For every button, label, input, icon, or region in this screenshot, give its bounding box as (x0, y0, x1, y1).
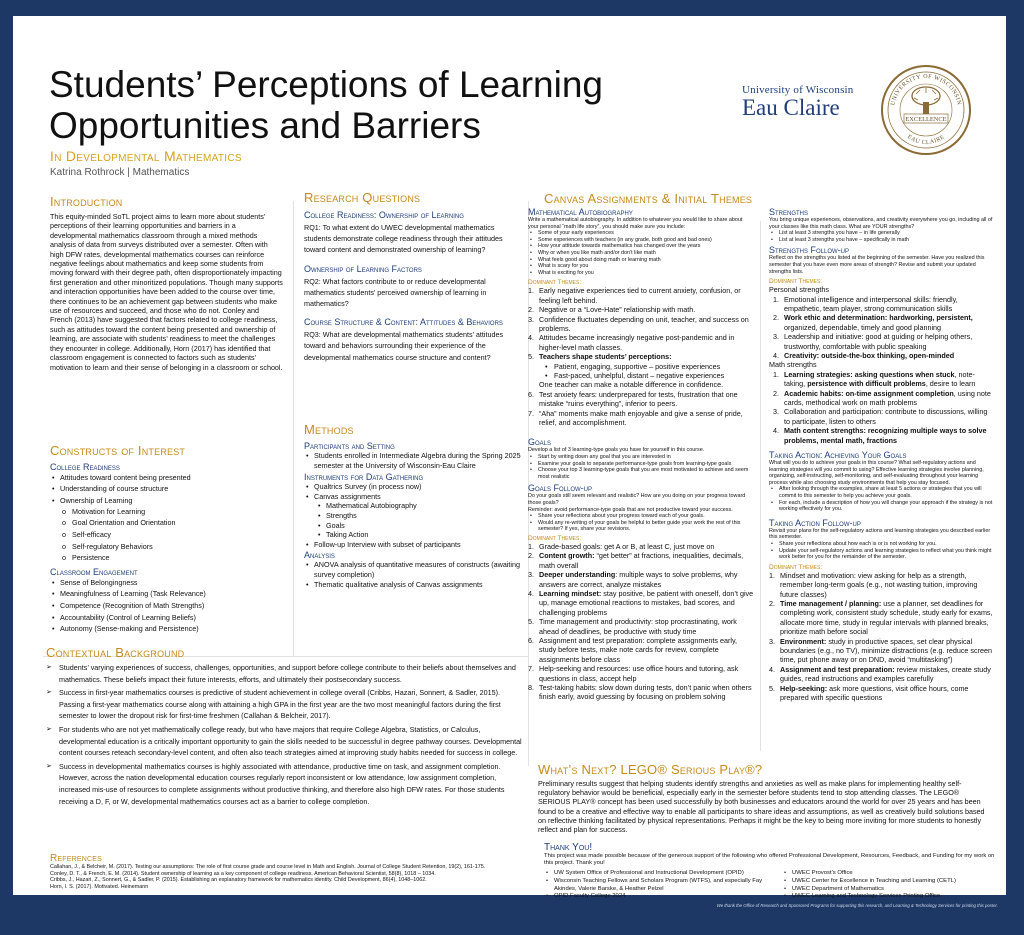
list-item: • Share your reflections about how each is or is not working for you. (769, 541, 995, 548)
list-item: o Self-regulatory Behaviors (50, 541, 290, 553)
list-item: • Choose your top 3 learning-type goals that you are most motivated to achieve and seem most realistic (528, 467, 754, 480)
list-item: • What feels good about doing math or learning math (528, 257, 754, 264)
list-item: ➢ Students’ varying experiences of success, challenges, opportunities, and support before college contribute to their beliefs about themselves and mathematics. These beliefs impact their future interests, efforts, and ultimately their postsecondary success. (46, 662, 524, 685)
title-line-1: Students’ Perceptions of Learning (49, 64, 603, 105)
reference-item: Callahan, J., & Belcheir, M. (2017). Testing our assumptions: The role of first course grade and course level in Math and English. Journal of College Student Retention, 19(2), 161-175. (50, 864, 486, 870)
autobiography-heading: Mathematical Autobiography (528, 207, 633, 217)
methods-heading: Methods (304, 422, 354, 437)
list-item: 1. Mindset and motivation: view asking for help as a strength, remember long-term goals (e.g., not wasting tuition, improving future classes) (769, 570, 978, 599)
list-item: • UWEC Center for Excellence in Teaching and Learning (CETL) (782, 878, 992, 886)
list-item: ➢ For students who are not yet mathematically college ready, but who have majors that require College Algebra, Statistics, or Calculus, developmental education is a critically important opportunity to gain the skills needed to be successful in degree pathway courses. Developmental content courses reteach secondary-level content, and often also teach strategies aimed at improving study habits needed for success in college. (46, 724, 524, 759)
logo-line-2: Eau Claire (742, 95, 840, 120)
list-item: 2. Time management / planning: use a planner, set deadlines for completing work, consistent study schedule, study early for exams, allocate more time, study in regular intervals with planned breaks, prioritize math before social (769, 599, 993, 637)
list-item: • Accountability (Control of Learning Beliefs) (50, 612, 290, 624)
list-item: 5. Time management and productivity: stop procrastinating, work ahead of deadlines, be productive with study time (528, 617, 737, 636)
list-item: 4. Creativity: outside-the-box thinking, open-minded (773, 351, 955, 360)
taking-action-heading: Taking Action: Achieving Your Goals (769, 450, 907, 461)
list-item: • Examine your goals to separate performance-type goals from learning-type goals (528, 461, 754, 468)
list-item: • Update your self-regulatory actions and learning strategies to reflect what you think might work better for you for the remainder of the semester. (769, 548, 995, 561)
list-item: 3. Leadership and initiative: good at guiding or helping others, trustworthy, comfortable with public speaking (773, 332, 973, 351)
list-item: • Sense of Belongingness (50, 577, 290, 589)
thank-you-text: This project was made possible because of the generous support of the following who offered Professional Development, Resources, Feedback, and Funding for my work on this project. Thank you! (544, 853, 995, 867)
research-questions-section (304, 190, 522, 363)
reference-item: Conley, D. T., & French, E. M. (2014). Student ownership of learning as a key component of college readiness. American Behavioral Scientist, 58(8), 1018 – 1034. (50, 870, 436, 877)
list-item: • UWEC Provost’s Office (782, 870, 992, 878)
goals-themes (528, 542, 754, 702)
autobiography-prompt: Write a mathematical autobiography. In addition to whatever you would like to share about your personal “math life story”, you should make sure you include: (528, 217, 743, 230)
classroom-engagement-list (50, 577, 290, 635)
rq-heading: Research Questions (304, 190, 421, 205)
methods-section (304, 422, 522, 589)
list-item: • Meaningfulness of Learning (Task Relevance) (50, 588, 290, 600)
list-item: ➢ Success in developmental mathematics courses is highly associated with attendance, productive time on task, and assignment completion. However, across the nation developmental education courses regularly report inconsistent or low attendance, low assignment completion, increased mis-use of resources to complete assignments without productive thinking, and therefore also high DFW rates. For those students receiving a D, F, or W, developmental mathematics courses act as a barrier to college completion. (46, 761, 524, 807)
intro-section (50, 194, 283, 372)
contextual-background-section (46, 645, 524, 809)
strengths-followup-heading: Strengths Follow-up (769, 245, 850, 256)
list-item: 1. Learning strategies: asking questions when stuck, note-taking, persistence with difficult problems, desire to learn (773, 369, 976, 389)
math-strengths-list (769, 370, 995, 445)
taking-action-prompt: What will you do to achieve your goals in this course? What self-regulatory actions and learning strategies will you commit to using? Effective learning strategies involve planning, organizing, self-instructing, self-monitoring, and self-evaluating throughout your learning process while also choosing study environments that help you stay focused. (769, 460, 984, 486)
list-item: 3. Deeper understanding: multiple ways to solve problems, why answers are correct, analyze mistakes (528, 570, 738, 589)
list-item: 1. Grade-based goals: get A or B, at least C, just move on (528, 541, 715, 551)
rq1-heading: College Readiness: Ownership of Learning (304, 210, 464, 220)
references-heading: References (50, 853, 103, 864)
dominant-themes-label: Dominant Themes: (528, 279, 582, 287)
whats-next-text: Preliminary results suggest that helping students identify strengths and anxieties as well as make plans for implementing healthy self-regulatory behavior would be beneficial, especially early in the semester before students tend to stop attending classes. The LEGO® SERIOUS PLAY® concept has been used successfully by both businesses and educators around the world for over 25 years and has been found to be a creative and effective way to enable all participants to share ideas and assumptions, as well as creatively build solutions based on reflective thinking facilitated by physical representations. Perhaps it might be the key to being more inviting for more students to honestly reflect and plan for success. (538, 779, 985, 835)
list-item: • Some of your early experiences (528, 230, 754, 237)
list-item: • What is exciting for you (528, 270, 754, 277)
subtitle: In Developmental Mathematics (50, 148, 242, 164)
college-readiness-heading: College Readiness (50, 462, 120, 472)
participants-heading: Participants and Setting (304, 441, 395, 451)
goals-bullets (528, 454, 754, 480)
teacher-note: One teacher can make a notable difference in confidence. (539, 380, 724, 390)
list-item: 5. Teachers shape students’ perceptions: • Patient, engaging, supportive – positive experiences • Fast-paced, unhelpful, distant – negative experiences One teacher can make a notable difference in confidence. (528, 352, 754, 390)
list-item: 6. Assignment and test preparation: complete assignments early, study before tests, make note cards for review, complete assignments before class (528, 636, 738, 664)
title-line-2: Opportunities and Barriers (49, 105, 481, 146)
rq2-heading: Ownership of Learning Factors (304, 263, 422, 274)
analysis-list (304, 560, 522, 589)
list-item: • List at least 3 strengths you have – specifically in math (769, 237, 995, 244)
logo-line-1: University of Wisconsin (742, 84, 854, 96)
list-item: 2. Academic habits: on-time assignment completion, using note cards, methodical work on math problems (773, 388, 991, 408)
strengths-bullets (769, 230, 995, 243)
author-line: Katrina Rothrock | Mathematics (50, 167, 190, 178)
strengths-prompt: You bring unique experiences, observations, and creativity everywhere you go, including all of your classes like this math class. What are YOUR strengths? (769, 217, 993, 230)
list-item: 4. Attitudes became increasingly negative post-pandemic and in higher-level math classes. (528, 333, 735, 352)
constructs-section (50, 443, 290, 635)
canvas-heading: Canvas Assignments & Initial Themes (544, 191, 753, 206)
list-item: • Qualtrics Survey (in process now) (304, 482, 522, 492)
list-item: • Share your reflections about your progress toward each of your goals. (528, 513, 754, 520)
goals-heading: Goals (528, 437, 552, 448)
list-item: • Patient, engaging, supportive – positive experiences (543, 362, 754, 371)
thank-you-right-list (782, 870, 992, 900)
list-item: • Competence (Recognition of Math Strengths) (50, 600, 290, 612)
intro-text: This equity-minded SoTL project aims to learn more about students’ perceptions of their learning opportunities and barriers in a developmental mathematics classroom through a mixed methods analysis of data from surveys distributed over a semester. Often with high DFW rates, developmental mathematics courses can reinforce negative feelings about mathematics and keep some students from moving forward with their degree path, often disproportionately impacting first generation and other minoritized populations. Though many supports and interaction opportunities have been added to the course over time, there continues to be an achievement gap between students who make use of resources and succeed, and those who do not. Conley and French (2013) have suggested that factors related to college readiness, such as attitudes toward the content being presented and ownership of learning, are associate with students’ readiness to meet the challenges they encounter in college. Additionally, Horn (2017) has identified that classroom engagement is connected to factors such as students’ motivation to learn and their sense of belonging in a classroom or school. (50, 212, 283, 372)
list-item: • Students enrolled in Intermediate Algebra during the Spring 2025 semester at the University of Wisconsin-Eau Claire (304, 451, 522, 470)
list-item: • OPID Faculty College 2024 (544, 893, 782, 901)
list-item: • Goals (316, 521, 522, 531)
list-item: 6. Test anxiety fears: underprepared for tests, frustration that one mistake “ruins everything”, inferior to peers. (528, 389, 738, 409)
list-item: 7. Help-seeking and resources: use office hours and tutoring, ask questions in class, accept help (528, 664, 739, 683)
goals-prompt: Develop a list of 3 learning-type goals you have for yourself in this course. (528, 447, 705, 454)
rq3-text: RQ3: What are developmental mathematics students’ attitudes toward and behaviors surrounding their experience of the developmental mathematics course structure and content? (304, 330, 504, 362)
college-readiness-list (50, 472, 290, 506)
canvas-column-right (769, 207, 995, 702)
list-item: • Attitudes toward content being presented (50, 472, 290, 483)
interview-list (304, 540, 522, 550)
list-item: • UWEC Learning and Technology Services Printing Office (782, 893, 992, 901)
list-item: 8. Test-taking habits: slow down during tests, don’t panic when others finish early, avoid guessing by focusing on problem solving (528, 683, 752, 702)
list-item: • UW System Office of Professional and Instructional Development (OPID) (544, 870, 782, 878)
thank-you-left-list (544, 870, 782, 900)
taking-action-followup-bullets (769, 541, 995, 561)
list-item: • List at least 3 strengths you have – in life generally (769, 230, 995, 237)
constructs-heading: Constructs of Interest (50, 443, 186, 458)
list-item: • Canvas assignments (304, 492, 522, 502)
rq2-text: RQ2: What factors contribute to or reduce developmental mathematics students’ perceived ownership of learning in mathematics? (304, 276, 487, 309)
math-strengths-label: Math strengths (769, 360, 817, 370)
svg-text:EAU CLAIRE: EAU CLAIRE (906, 134, 946, 147)
goals-followup-reminder: Reminder: avoid performance-type goals that are not productive toward your success. (528, 506, 733, 513)
whats-next-section (538, 762, 993, 834)
goals-followup-prompt: Do your goals still seem relevant and realistic? How are you doing on your progress toward those goals? (528, 493, 746, 506)
dominant-themes-label: Dominant Themes: (769, 563, 823, 571)
context-heading: Contextual Background (46, 645, 185, 660)
canvas-assignment-list (304, 501, 522, 539)
list-item: • ANOVA analysis of quantitative measures of constructs (awaiting survey completion) (304, 560, 522, 579)
analysis-heading: Analysis (304, 550, 335, 561)
list-item: 3. Environment: study in productive spaces, set clear physical boundaries (e.g., no TV), minimize distractions (e.g. reduce screen time, put phone away or on DND, avoid “multitasking”) (769, 636, 992, 665)
list-item: • Fast-paced, unhelpful, distant – negative experiences (543, 371, 754, 380)
list-item: 3. Collaboration and participation: contribute to discussions, willing to participate, listen to others (773, 407, 988, 426)
list-item: • Follow-up Interview with subset of participants (304, 540, 522, 550)
list-item: 3. Confidence fluctuates depending on unit, teacher, and success on problems. (528, 314, 749, 333)
list-item: 2. Content growth: “get better” at fractions, inequalities, decimals, math overall (528, 551, 744, 570)
taking-action-followup-prompt: Revisit your plans for the self-regulatory actions and learning strategies you described earlier this semester. (769, 527, 991, 541)
rq1-text: RQ1: To what extent do UWEC developmental mathematics students demonstrate college readiness through their attitudes toward content and demonstrated ownership of learning? (304, 223, 503, 255)
list-item: 4. Assignment and test preparation: review mistakes, create study guides, read instructions and examples carefully (769, 664, 991, 684)
page-title (49, 64, 689, 146)
list-item: • Some experiences with teachers (in any grade, both good and bad ones) (528, 237, 754, 244)
list-item: • Strengths (316, 511, 522, 521)
list-item: • Thematic qualitative analysis of Canvas assignments (304, 580, 522, 590)
list-item: • Mathematical Autobiography (316, 501, 522, 511)
taking-action-themes (769, 571, 995, 703)
list-item: o Goal Orientation and Orientation (50, 517, 290, 529)
list-item: 4. Learning mindset: stay positive, be patient with oneself, don’t give up, manage emotional reactions to mistakes, bad scores, and challenging problems (528, 589, 754, 617)
autobiography-bullets (528, 230, 754, 276)
poster (13, 16, 1006, 900)
list-item: • Understanding of course structure (50, 483, 290, 494)
strengths-heading: Strengths (769, 207, 809, 217)
list-item: • Would any re-writing of your goals be helpful to better guide your work the rest of this semester? If yes, share your revisions. (528, 520, 754, 533)
list-item: • Why or when you like math and/or don’t like math (528, 250, 754, 257)
list-item: • Autonomy (Sense-making and Persistence) (50, 623, 290, 635)
uwec-logo (742, 84, 892, 119)
ownership-list (50, 506, 290, 564)
references-section (50, 853, 520, 890)
taking-action-bullets (769, 486, 995, 512)
context-list (46, 662, 524, 807)
canvas-column-left (528, 207, 754, 702)
autobiography-themes (528, 286, 754, 427)
list-item: • UWEC Department of Mathematics (782, 886, 992, 894)
list-item: ➢ Success in first-year mathematics courses is predictive of student achievement in college overall (Cribbs, Hazari, Sonnert, & Sadler, 2015). Passing a first-year mathematics course along with attaining a high GPA in the first year are the two most meaningful factors during the first semester to lower the dropout risk for first-time freshmen (Callahan & Belcheir, 2017). (46, 687, 524, 722)
list-item: • Start by writing down any goal that you are interested in (528, 454, 754, 461)
reference-item: Cribbs, J., Hazari, Z., Sonnert, G., & Sadler, P. (2015). Establishing an explanatory framework for mathematics identity. Child Development, 86(4), 1048–1062. (50, 877, 427, 884)
list-item: 4. Math content strengths: recognizing multiple ways to solve problems, mental math, fractions (773, 426, 987, 445)
goals-followup-bullets (528, 513, 754, 533)
taking-action-followup-heading: Taking Action Follow-up (769, 517, 861, 528)
list-item: o Self-efficacy (50, 529, 290, 541)
personal-strengths-label: Personal strengths (769, 285, 829, 295)
participants-list (304, 451, 522, 470)
list-item: • Wisconsin Teaching Fellows and Scholars Program (WTFS), and especially Fay Akindes, Valerie Barske, & Heather Pelzel (544, 878, 782, 893)
reference-item: Horn, I. S. (2017). Motivated. Heinemann (50, 883, 149, 890)
list-item: • After looking through the examples, share at least 5 actions or strategies that you will commit to this semester to help you achieve your goals. (769, 486, 995, 499)
university-seal-icon (880, 64, 972, 156)
list-item: 7. “Aha” moments make math enjoyable and give a sense of pride, relief, and accomplishment. (528, 408, 743, 428)
list-item: 1. Early negative experiences tied to current anxiety, confusion, or feeling left behind. (528, 286, 741, 305)
whats-next-heading: What’s Next? LEGO® Serious Play®? (538, 762, 763, 777)
thank-you-section (544, 842, 999, 901)
instruments-list (304, 482, 522, 501)
personal-strengths-list (769, 295, 995, 361)
list-item: 5. Help-seeking: ask more questions, visit office hours, come prepared with specific questions (769, 683, 969, 703)
svg-text:EXCELLENCE: EXCELLENCE (905, 116, 947, 123)
list-item: • What is scary for you (528, 263, 754, 270)
dominant-themes-label: Dominant Themes: (769, 278, 823, 286)
footer-note: We thank the Office of Research and Sponsored Programs for supporting this research, and Learning & Technology Services for printing this poster. (716, 903, 998, 908)
list-item: • Taking Action (316, 530, 522, 540)
instruments-heading: Instruments for Data Gathering (304, 472, 424, 483)
rq3-heading: Course Structure & Content: Attitudes & Behaviors (304, 317, 503, 328)
intro-heading: Introduction (50, 194, 123, 209)
goals-followup-heading: Goals Follow-up (528, 483, 593, 494)
list-item: o Persistence (50, 552, 290, 564)
list-item: o Motivation for Learning (50, 506, 290, 518)
list-item: 2. Work ethic and determination: hardworking, persistent, organized, dependable, timely and good planning (773, 313, 973, 332)
list-item: 2. Negative or a “Love-Hate” relationship with math. (528, 305, 696, 315)
thank-you-heading: Thank You! (544, 842, 593, 853)
dominant-themes-label: Dominant Themes: (528, 534, 582, 542)
classroom-engagement-heading: Classroom Engagement (50, 566, 138, 577)
list-item: • For each, include a description of how you will change your approach if the strategy is not working effectively for you. (769, 500, 995, 513)
list-item: • Ownership of Learning (50, 495, 290, 506)
svg-text:UNIVERSITY OF WISCONSIN: UNIVERSITY OF WISCONSIN (890, 73, 962, 106)
strengths-followup-prompt: Reflect on the strengths you listed at the beginning of the semester. Have you realized this semester that you have even more areas of strength? Revise and submit your updated strengths lists. (769, 255, 985, 275)
list-item: 1. Emotional intelligence and interpersonal skills: friendly, empathetic, team player, strong communication skills (773, 294, 958, 313)
list-item: • How your attitude towards mathematics has changed over the years (528, 243, 754, 250)
